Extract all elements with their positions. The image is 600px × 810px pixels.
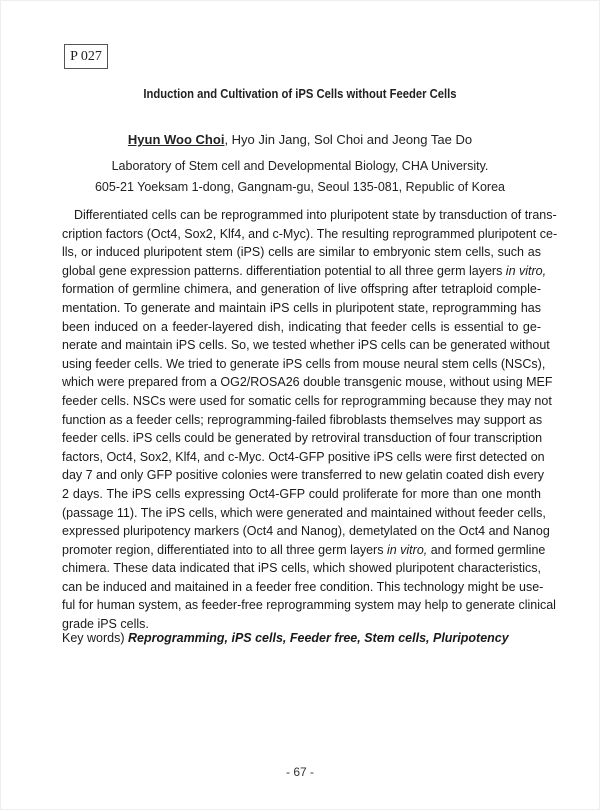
abstract-line: function as a feeder cells; reprogramming-failed fibroblasts themselves may support as — [62, 412, 543, 427]
abstract-line: chimera. These data indicated that iPS cells, which showed pluripotent characteristics, — [62, 561, 541, 576]
abstract-line: mentation. To generate and maintain iPS cells in pluripotent state, reprogramming has — [62, 300, 541, 315]
abstract-line-text: global gene expression patterns. differentiation potential to all three germ layers — [62, 263, 506, 278]
keywords-label: Key words) — [62, 631, 128, 645]
abstract-line: which were prepared from a OG2/ROSA26 double transgenic mouse, without using MEF — [62, 375, 553, 390]
abstract-line — [62, 541, 546, 560]
affiliation-address: 605-21 Yoeksam 1-dong, Gangnam-gu, Seoul 135-081, Republic of Korea — [94, 180, 505, 194]
paper-title: Induction and Cultivation of iPS Cells without Feeder Cells — [143, 87, 457, 101]
abstract-line-text: promoter region, differentiated into to all three germ layers — [62, 542, 387, 557]
abstract-line: 2 days. The iPS cells expressing Oct4-GFP could proliferate for more than one month — [62, 486, 541, 501]
keywords — [62, 631, 509, 645]
abstract-line: Differentiated cells can be reprogrammed into pluripotent state by transduction of trans- — [74, 208, 557, 222]
abstract-line: lls, or induced pluripotent stem (iPS) cells are similar to embryonic stem cells, such as — [62, 245, 541, 260]
presenting-author: Hyun Woo Choi — [127, 132, 225, 147]
abstract-line: using feeder cells. We tried to generate iPS cells from mouse neural stem cells (NSCs), — [62, 356, 546, 371]
abstract-line-tail: and formed germline — [427, 542, 546, 557]
abstract-line: been induced on a feeder-layered dish, indicating that feeder cells is essential to ge- — [62, 319, 541, 334]
abstract-line: cription factors (Oct4, Sox2, Klf4, and c-Myc). The resulting reprogrammed pluripotent ce- — [62, 226, 558, 241]
abstract-line: factors, Oct4, Sox2, Klf4, and c-Myc. Oct4-GFP positive iPS cells were first detected on — [62, 449, 545, 464]
abstract-line: formation of germline chimera, and generation of live offspring after tetraploid comple- — [62, 282, 541, 297]
abstract-code-box: P 027 — [64, 44, 108, 69]
abstract-body — [62, 206, 558, 634]
abstract-line: feeder cells. NSCs were used for somatic cells for reprogramming because they may not — [62, 393, 552, 408]
abstract-line: feeder cells. iPS cells could be generated by retroviral transduction of four transcription — [62, 431, 543, 446]
abstract-line: grade iPS cells. — [62, 617, 149, 632]
abstract-line: day 7 and only GFP positive colonies were transferred to new gelatin coated dish every — [62, 468, 544, 483]
abstract-line: ful for human system, as feeder-free reprogramming system may help to generate clinical — [62, 598, 556, 613]
keywords-terms: Reprogramming, iPS cells, Feeder free, Stem cells, Pluripotency — [128, 631, 509, 645]
affiliation-lab: Laboratory of Stem cell and Developmental Biology, CHA University. — [111, 159, 489, 173]
abstract-line: expressed pluripotency markers (Oct4 and Nanog), demetylated on the Oct4 and Nanog — [62, 524, 550, 539]
in-vitro-italic: in vitro, — [386, 542, 428, 557]
abstract-line: can be induced and maitained in a feeder free condition. This technology might be use- — [62, 579, 544, 594]
abstract-line — [62, 262, 547, 281]
abstract-line: (passage 11). The iPS cells, which were generated and maintained without feeder cells, — [62, 505, 546, 520]
page-number: - 67 - — [285, 765, 314, 779]
coauthors: , Hyo Jin Jang, Sol Choi and Jeong Tae Do — [224, 132, 473, 147]
in-vitro-italic: in vitro, — [505, 263, 547, 278]
author-list — [1, 132, 599, 147]
abstract-line: nerate and maintain iPS cells. So, we tested whether iPS cells can be generated without — [62, 338, 550, 353]
